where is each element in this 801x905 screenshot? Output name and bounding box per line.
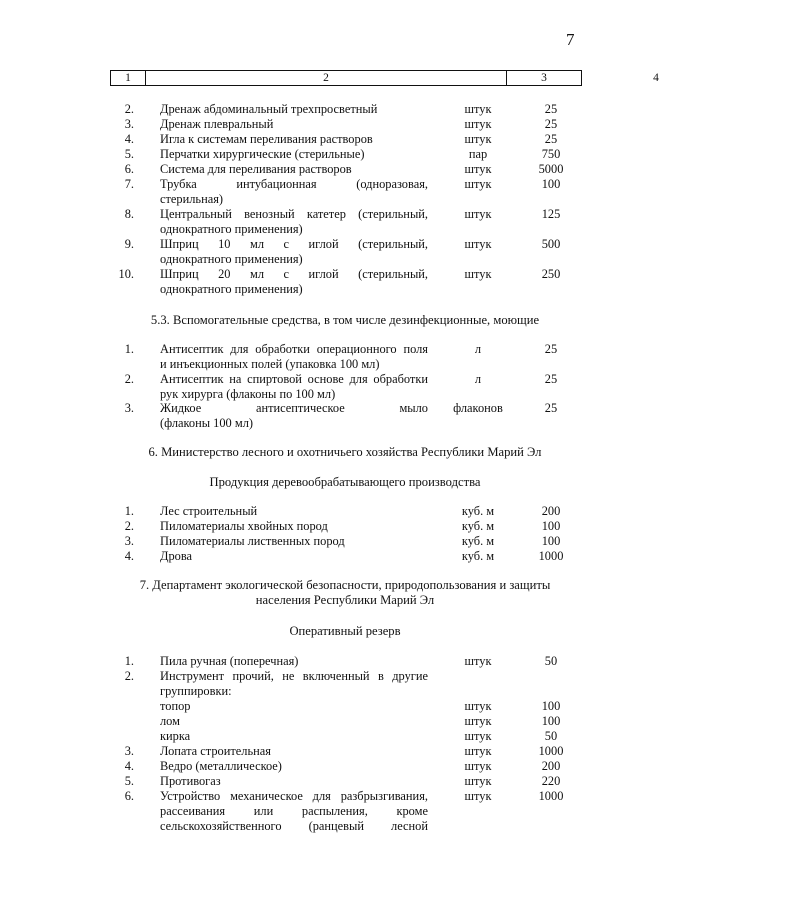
header-col-1: 1 xyxy=(125,72,131,84)
header-col-3: 3 xyxy=(541,72,547,84)
header-col-2: 2 xyxy=(323,72,329,84)
header-col-4: 4 xyxy=(653,72,659,84)
section-subheading-7: Оперативный резерв xyxy=(289,624,401,638)
page-number: 7 xyxy=(566,30,575,49)
table-header xyxy=(110,70,659,86)
section-heading-5-3: 5.3. Вспомогательные средства, в том числе дезинфекционные, моющие xyxy=(150,313,540,327)
section-subheading-6: Продукция деревообрабатывающего производства xyxy=(209,475,481,489)
section-heading-7: 7. Департамент экологической безопасности, природопользования и защиты xyxy=(139,578,551,592)
section-heading-6: 6. Министерство лесного и охотничьего хозяйства Республики Марий Эл xyxy=(148,445,542,459)
section-heading-7-line2: населения Республики Марий Эл xyxy=(255,593,435,607)
